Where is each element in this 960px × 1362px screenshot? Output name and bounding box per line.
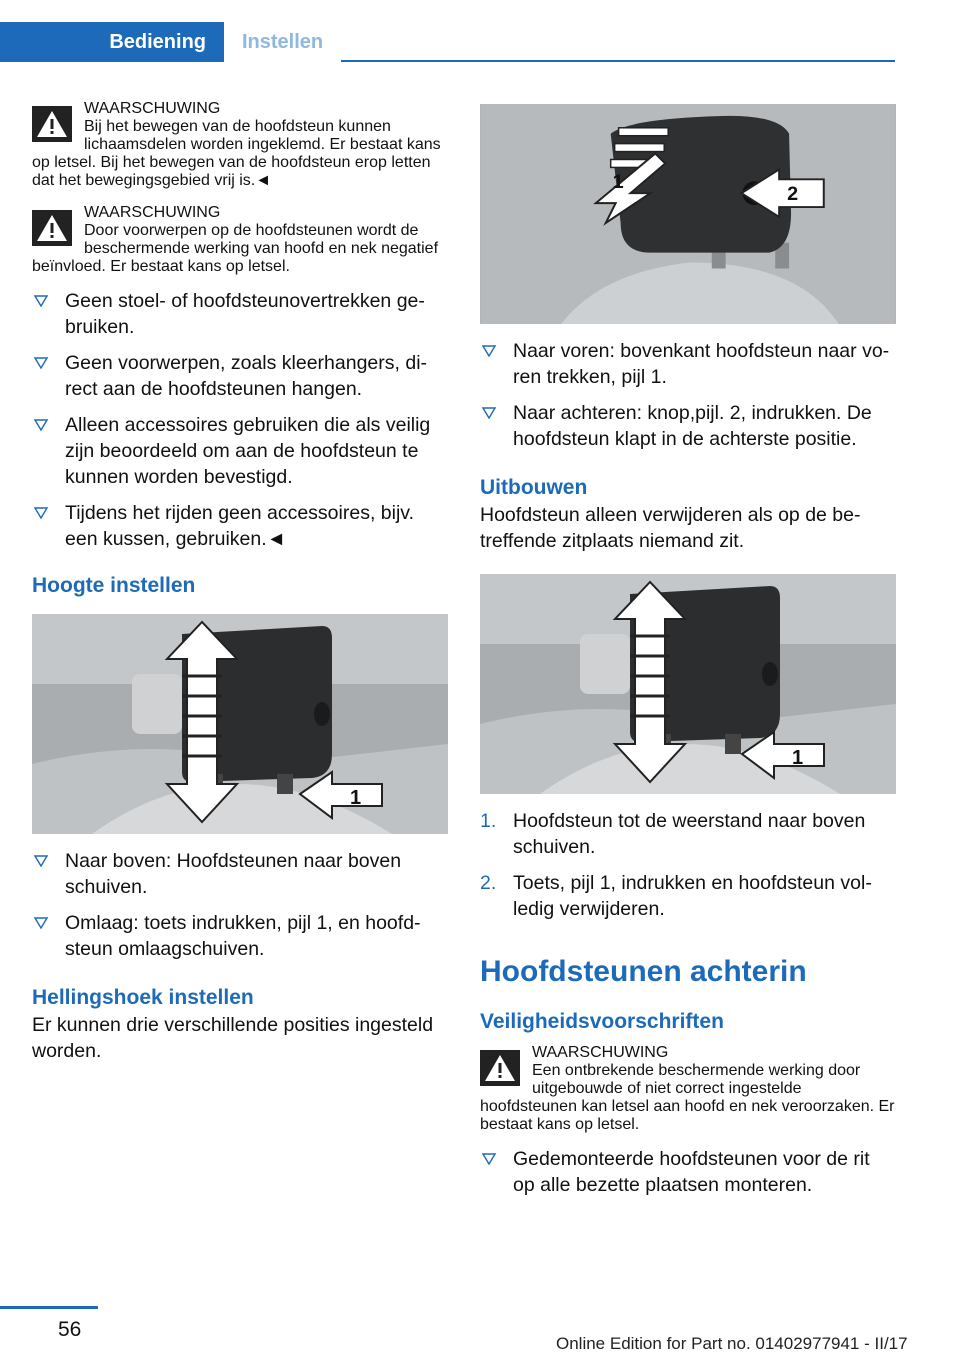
triangle-bullet-icon: [34, 356, 48, 370]
list-item: 1. Hoofdsteun tot de weerstand naar boven schuiven.: [480, 810, 866, 858]
footer-rule: [0, 1306, 98, 1309]
list-item: Naar voren: bovenkant hoofdsteun naar voren trekken, pijl 1.: [480, 338, 896, 390]
edition-text: Online Edition for Part no. 01402977941 - II/17: [556, 1334, 908, 1353]
arrow-label: 1: [612, 171, 624, 194]
arrow-label: 1: [792, 747, 804, 769]
headrest-tilt-illustration: [480, 104, 896, 324]
list-item: Alleen accessoires gebruiken die als veilig zijn beoordeeld om aan de hoofdsteun te kunnen worden bevestigd.: [32, 412, 448, 490]
list-item: Gedemonteerde hoofdsteunen voor de rit op alle bezette plaatsen monteren.: [480, 1146, 896, 1198]
photo-headrest-remove: [480, 574, 896, 794]
page-number: 56: [58, 1318, 82, 1341]
triangle-bullet-icon: [34, 854, 48, 868]
list-item: Geen voorwerpen, zoals kleerhangers, direct aan de hoofdsteunen hangen.: [32, 350, 448, 402]
warning-block-3: [480, 1044, 896, 1134]
warning-block-1: [32, 100, 448, 190]
arrow-label: 2: [787, 183, 799, 206]
uitbouwen-text: Hoofdsteun alleen verwijderen als op de betreffende zitplaats niemand zit.: [480, 504, 861, 552]
photo-headrest-height: [32, 614, 448, 834]
triangle-bullet-icon: [482, 344, 496, 358]
arrow-label: 1: [350, 787, 362, 809]
list-item: Naar boven: Hoofdsteunen naar boven schuiven.: [32, 848, 448, 900]
numbered-steps: [480, 808, 896, 922]
header-tabbar: [0, 0, 895, 62]
warning-text: Door voorwerpen op de hoofdsteunen wordt de beschermende werking van hoofd en nek negatief beïnvloed. Er bestaat kans op letsel.: [32, 222, 439, 275]
left-column: [32, 100, 448, 1064]
triangle-bullet-icon: [34, 506, 48, 520]
heading-hellingshoek: Hellingshoek instellen: [32, 986, 254, 1009]
warning-text: Een ontbrekende beschermende werking door uitgebouwde of niet correct ingestelde hoofdsteunen kan letsel aan hoofd en nek veroorzaken. Er bestaat kans op letsel.: [480, 1062, 895, 1133]
list-item: Omlaag: toets indrukken, pijl 1, en hoofdsteun omlaagschuiven.: [32, 910, 448, 962]
headrest-height-illustration: [32, 614, 448, 834]
heading-hoogte-instellen: Hoogte instellen: [32, 574, 196, 597]
list-item: 2. Toets, pijl 1, indrukken en hoofdsteun volledig verwijderen.: [480, 872, 872, 920]
heading-hoofdsteunen-achterin: Hoofdsteunen achterin: [480, 955, 807, 988]
helling-text: Er kunnen drie verschillende posities ingesteld worden.: [32, 1014, 434, 1062]
triangle-bullet-icon: [34, 294, 48, 308]
warning-title: WAARSCHUWING: [532, 1044, 669, 1061]
heading-veiligheidsvoorschriften: Veiligheidsvoorschriften: [480, 1010, 724, 1033]
tab-bediening[interactable]: Bediening: [0, 22, 224, 62]
warning-triangle-icon: [480, 1050, 520, 1086]
list-item: Geen stoel- of hoofdsteunovertrekken gebruiken.: [32, 288, 448, 340]
photo-headrest-tilt: [480, 104, 896, 324]
list-item: Tijdens het rijden geen accessoires, bijv. een kussen, gebruiken.◄: [32, 500, 448, 552]
headrest-remove-illustration: [480, 574, 896, 794]
warning-text: Bij het bewegen van de hoofdsteun kunnen lichaamsdelen worden ingeklemd. Er bestaat kans op letsel. Bij het bewegen van de hoofdsteun erop letten dat het bewegingsgebied vrij is.◄: [32, 118, 441, 189]
warning-triangle-icon: [32, 106, 72, 142]
triangle-bullet-icon: [34, 418, 48, 432]
warning-title: WAARSCHUWING: [84, 100, 221, 117]
triangle-bullet-icon: [482, 1152, 496, 1166]
right-column: [480, 104, 896, 1208]
bullet-list-height: [32, 848, 448, 962]
bullet-list-safety: [32, 288, 448, 552]
warning-title: WAARSCHUWING: [84, 204, 221, 221]
tab-instellen[interactable]: Instellen: [224, 22, 341, 62]
bullet-list-rear: [480, 1146, 896, 1198]
heading-uitbouwen: Uitbouwen: [480, 476, 588, 499]
warning-triangle-icon: [32, 210, 72, 246]
triangle-bullet-icon: [34, 916, 48, 930]
warning-block-2: [32, 204, 448, 276]
bullet-list-tilt: [480, 338, 896, 452]
triangle-bullet-icon: [482, 406, 496, 420]
list-item: Naar achteren: knop,pijl. 2, indrukken. De hoofdsteun klapt in de achterste positie.: [480, 400, 896, 452]
